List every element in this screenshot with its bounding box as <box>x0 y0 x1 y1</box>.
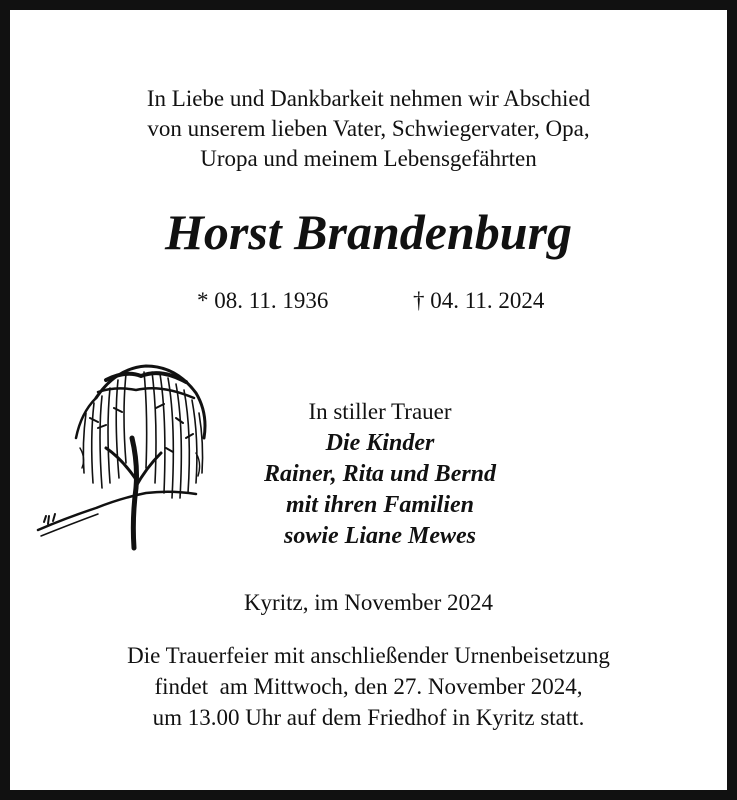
death-date: † 04. 11. 2024 <box>413 288 545 313</box>
birth-date: * 08. 11. 1936 <box>197 288 329 313</box>
mourners-lead: In stiller Trauer <box>308 399 452 424</box>
intro-line-2: von unserem lieben Vater, Schwiegervater, Opa, <box>147 116 590 141</box>
place-date: Kyritz, im November 2024 <box>243 590 494 615</box>
mourners-block <box>225 396 535 552</box>
mourners-line-4: sowie Liane Mewes <box>284 523 476 549</box>
mourners-line-2: Rainer, Rita und Bernd <box>263 461 497 487</box>
intro-text <box>30 84 707 174</box>
service-info <box>30 640 707 733</box>
service-line-3: um 13.00 Uhr auf dem Friedhof in Kyritz statt. <box>152 705 585 730</box>
service-line-2: findet am Mittwoch, den 27. November 2024, <box>154 674 583 699</box>
service-line-1: Die Trauerfeier mit anschließender Urnenbeisetzung <box>127 643 610 668</box>
mourners-line-1: Die Kinder <box>325 430 435 456</box>
mourners-family <box>225 428 535 552</box>
weeping-willow-icon <box>36 358 214 553</box>
deceased-name: Horst Brandenburg <box>164 204 573 260</box>
intro-line-1: In Liebe und Dankbarkeit nehmen wir Abschied <box>146 86 591 111</box>
intro-line-3: Uropa und meinem Lebensgefährten <box>200 146 537 171</box>
mourners-line-3: mit ihren Familien <box>285 492 475 518</box>
